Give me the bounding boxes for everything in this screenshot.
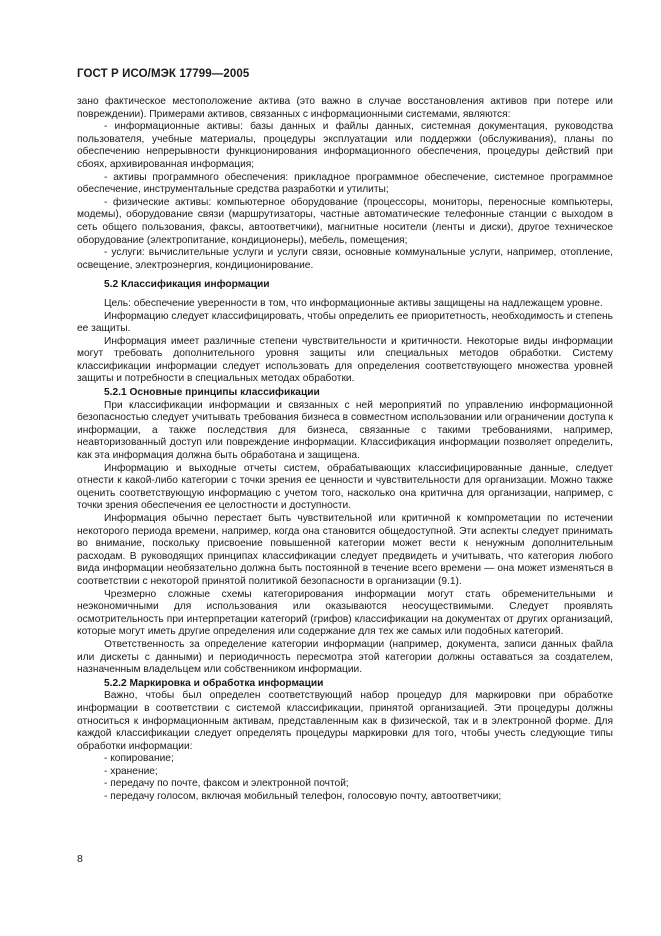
- list-item: - передачу по почте, факсом и электронной почтой;: [104, 778, 349, 790]
- list-item: - передачу голосом, включая мобильный телефон, голосовую почту, автоответчики;: [104, 791, 502, 803]
- subsection-heading: 5.2.1 Основные принципы классификации: [104, 387, 320, 399]
- paragraph: Важно, чтобы был определен соответствующий набор процедур для маркировки при обработке информации в соответствии с системой классификации, принятой организацией. Эти процедуры должны относиться к информационным активам, представленным как в физической, так и в электронной форме. Для каждой классификации следует определять процедуры маркировки для того, чтобы учесть следующие типы обработки информации:: [77, 690, 613, 752]
- paragraph: Чрезмерно сложные схемы категорирования информации могут стать обременительными и неэкономичными для использования или оказываются неосуществимыми. Следует проявлять осмотрительность при интерпретации категорий (грифов) классификации на документах от других организаций, которые могут иметь другие определения или содержание для тех же самых или подобных категорий.: [77, 588, 613, 638]
- subsection-heading: 5.2.2 Маркировка и обработка информации: [104, 677, 324, 689]
- paragraph: Цель: обеспечение уверенности в том, что информационные активы защищены на надлежащем уровне.: [104, 297, 603, 309]
- paragraph: Информацию и выходные отчеты систем, обрабатывающих классифицированные данные, следует отнести к какой-либо категории с точки зрения ее ценности и чувствительности для организации. Можно также оценить соответствующую информацию с учетом того, насколько она критична для организации, например, с точки зрения обеспечения ее целостности и доступности.: [77, 462, 613, 512]
- list-item: - активы программного обеспечения: прикладное программное обеспечение, системное программное обеспечение, инструментальные средства разработки и утилиты;: [77, 171, 613, 196]
- document-body: [77, 96, 613, 804]
- paragraph: Ответственность за определение категории информации (например, документа, записи данных файла или дискеты с данными) и периодичность пересмотра этой категории должны оставаться за создателем, назначенным владельцем или собственником информации.: [77, 638, 613, 676]
- list-item: - услуги: вычислительные услуги и услуги связи, основные коммунальные услуги, например, отопление, освещение, электроэнергия, кондиционирование.: [77, 247, 613, 271]
- paragraph: Информация обычно перестает быть чувствительной или критичной к компрометации по истечении некоторого периода времени, например, когда она становится общедоступной. Эти аспекты следует принимать во внимание, поскольку присвоение повышенной категории может вести к ненужным дополнительным расходам. В руководящих принципах классификации следует предвидеть и учитывать, что категория любого вида информации необязательно должна быть постоянной в течение всего времени — она может изменяться в соответствии с некоторой принятой политикой безопасности в организации (9.1).: [77, 513, 613, 587]
- list-item: - физические активы: компьютерное оборудование (процессоры, мониторы, переносные компьютеры, модемы), оборудование связи (маршрутизаторы, частные автоматические телефонные станции с выходом в сеть общего пользования, факсы, автоответчики), магнитные носители (ленты и диски), другое техническое оборудование (электропитание, кондиционеры), мебель, помещения;: [77, 196, 613, 246]
- paragraph: Информация имеет различные степени чувствительности и критичности. Некоторые виды информации могут требовать дополнительного уровня защиты или специальных методов обработки. Систему классификации информации следует использовать для определения соответствующего множества уровней защиты и потребности в специальных методах обработки.: [77, 335, 613, 385]
- list-item: - копирование;: [104, 753, 174, 765]
- document-header: ГОСТ Р ИСО/МЭК 17799—2005: [77, 68, 250, 80]
- paragraph: зано фактическое местоположение актива (это важно в случае восстановления активов при потере или повреждении). Примерами активов, связанных с информационными системами, являются:: [77, 96, 613, 120]
- list-item: - хранение;: [104, 765, 158, 777]
- section-heading: 5.2 Классификация информации: [104, 279, 270, 291]
- paragraph: При классификации информации и связанных с ней мероприятий по управлению информационной безопасностью следует учитывать требования бизнеса в совместном использовании или ограничении доступа к информации, а также последствия для бизнеса, связанные с такими требованиями, например, неавторизованный доступ или повреждение информации. Классификация информации позволяет определить, как эта информация должна быть обработана и защищена.: [77, 399, 613, 462]
- paragraph: Информацию следует классифицировать, чтобы определить ее приоритетность, необходимость и степень ее защиты.: [77, 310, 613, 335]
- list-item: - информационные активы: базы данных и файлы данных, системная документация, руководства пользователя, учебные материалы, процедуры эксплуатации или поддержки (обслуживания), планы по обеспечению непрерывности функционирования информационного обеспечения, процедуры действий при сбоях, архивированная информация;: [77, 121, 613, 170]
- page-number: 8: [77, 853, 83, 865]
